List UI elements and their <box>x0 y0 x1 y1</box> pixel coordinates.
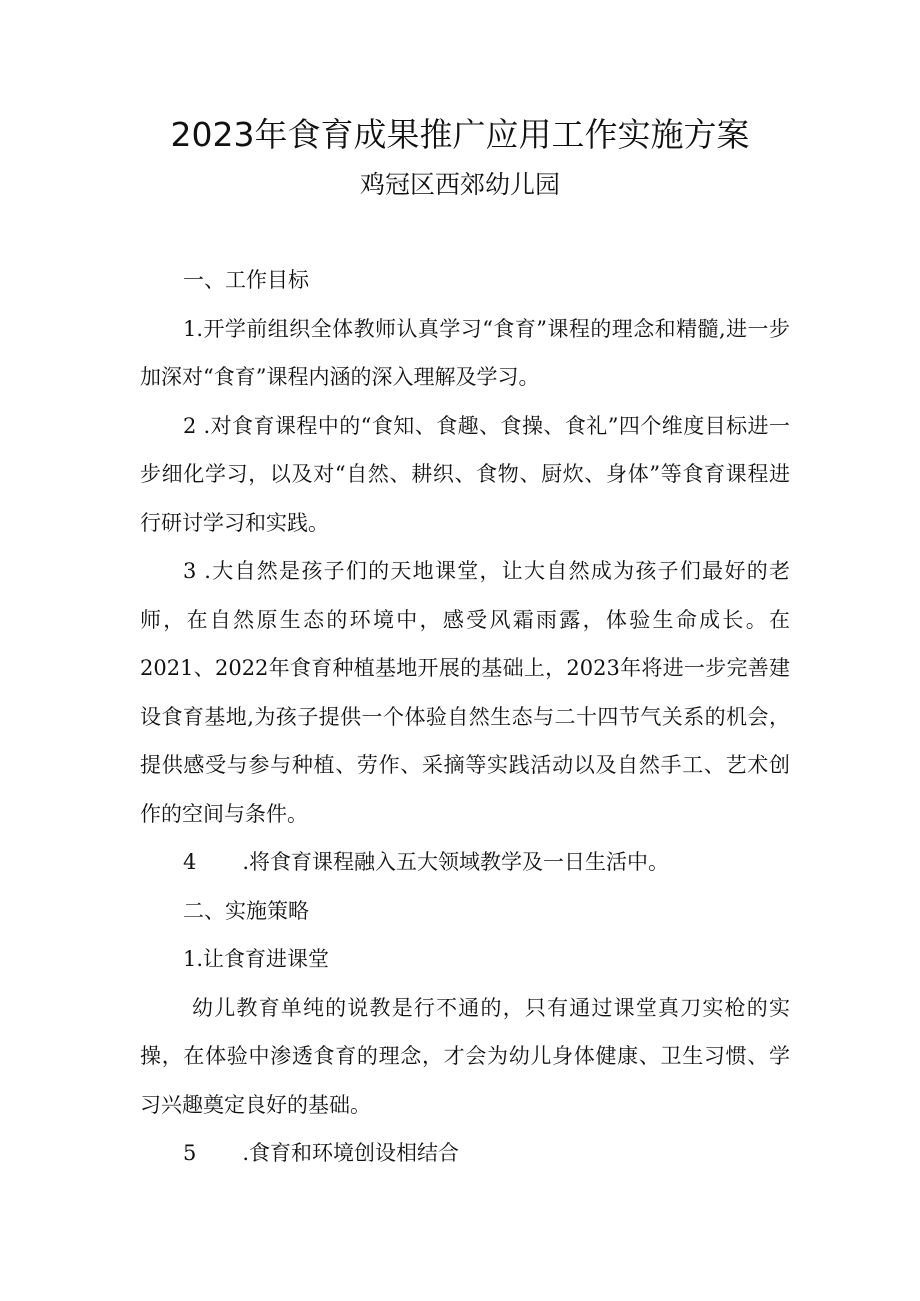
goal-item-4-number: 4 <box>183 850 197 874</box>
goal-item-4-text: .将食育课程融入五大领域教学及一日生活中。 <box>242 850 670 874</box>
goal-item-3: 3 .大自然是孩子们的天地课堂，让大自然成为孩子们最好的老师，在自然原生态的环境中，感受风霜雨露，体验生命成长。在2021、2022年食育种植基地开展的基础上，2023年将进一步完善建设食育基地,为孩子提供一个体验自然生态与二十四节气关系的机会，提供感受与参与种植、劳作、采摘等实践活动以及自然手工、艺术创作的空间与条件。 <box>140 559 790 826</box>
strategy-item-5-text: .食育和环境创设相结合 <box>242 1141 460 1165</box>
section-heading-strategy: 二、实施策略 <box>183 898 309 923</box>
document-title: 2023年食育成果推广应用工作实施方案 <box>170 115 750 154</box>
strategy-item-5-number: 5 <box>183 1141 197 1165</box>
goal-item-1: 1.开学前组织全体教师认真学习“食育”课程的理念和精髓,进一步加深对“食育”课程内涵的深入理解及学习。 <box>140 316 790 389</box>
goal-item-4 <box>140 838 790 887</box>
document-body <box>140 256 790 1178</box>
goal-item-2: 2 .对食育课程中的“食知、食趣、食操、食礼”四个维度目标进一步细化学习，以及对“自然、耕织、食物、厨炊、身体”等食育课程进行研讨学习和实践。 <box>140 413 790 535</box>
strategy-item-5 <box>140 1129 790 1178</box>
section-heading-goals: 一、工作目标 <box>183 268 309 292</box>
strategy-item-1: 1.让食育进课堂 <box>183 947 330 971</box>
document-subtitle: 鸡冠区西郊幼儿园 <box>359 170 560 199</box>
strategy-item-1-body: 幼儿教育单纯的说教是行不通的，只有通过课堂真刀实枪的实操，在体验中渗透食育的理念，才会为幼儿身体健康、卫生习惯、学习兴趣奠定良好的基础。 <box>140 995 790 1117</box>
